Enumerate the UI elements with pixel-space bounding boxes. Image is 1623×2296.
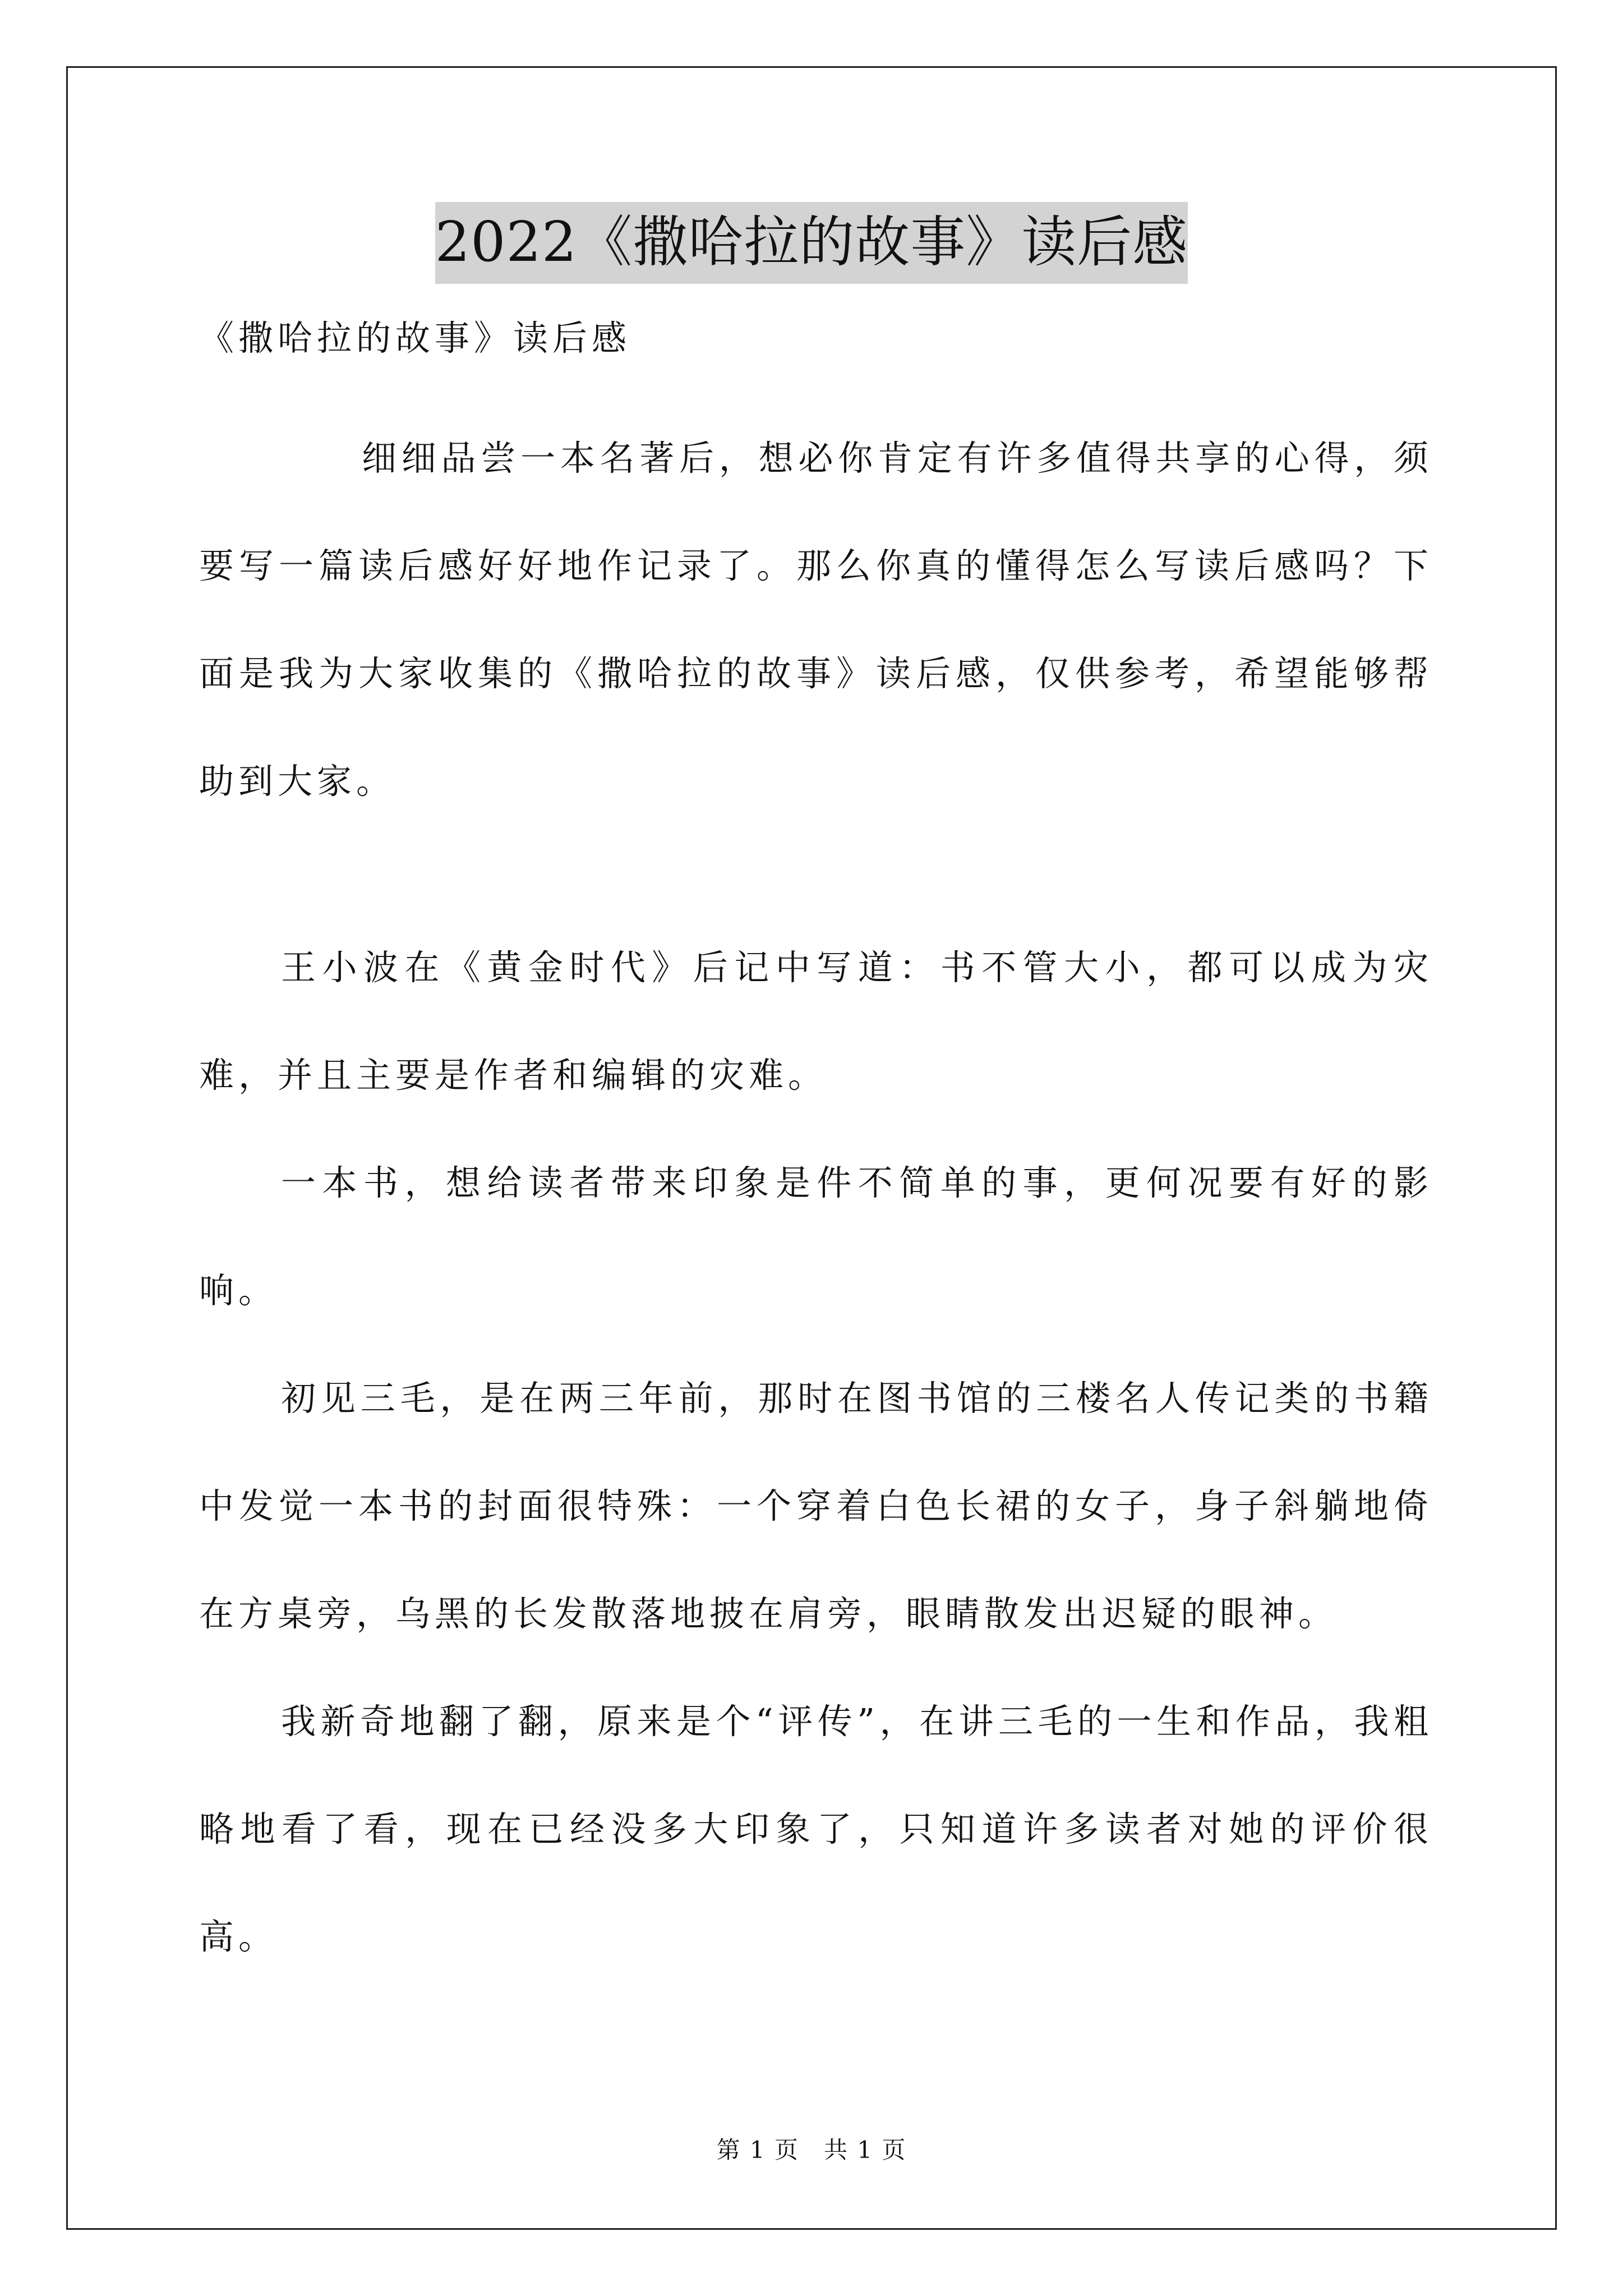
body-paragraph: 王小波在《黄金时代》后记中写道：书不管大小，都可以成为灾难，并且主要是作者和编辑的灾难。 <box>199 947 1433 1096</box>
body-paragraph: 一本书，想给读者带来印象是件不简单的事，更何况要有好的影响。 <box>199 1162 1433 1311</box>
title-container <box>0 202 1623 284</box>
page-footer: 第 1 页 共 1 页 <box>716 2136 907 2164</box>
paragraph-spacer <box>199 835 1433 914</box>
intro-paragraph: 细细品尝一本名著后，想必你肯定有许多值得共享的心得，须要写一篇读后感好好地作记录了。那么你真的懂得怎么写读后感吗？下面是我为大家收集的《撒哈拉的故事》读后感，仅供参考，希望能够帮助到大家。 <box>199 438 1433 802</box>
body-paragraph: 我新奇地翻了翻，原来是个“评传”，在讲三毛的一生和作品，我粗略地看了看，现在已经没多大印象了，只知道许多读者对她的评价很高。 <box>199 1701 1433 1957</box>
document-title: 2022《撒哈拉的故事》读后感 <box>435 202 1188 284</box>
document-subtitle: 《撒哈拉的故事》读后感 <box>199 318 631 358</box>
body-paragraph: 初见三毛，是在两三年前，那时在图书馆的三楼名人传记类的书籍中发觉一本书的封面很特殊：一个穿着白色长裙的女子，身子斜躺地倚在方桌旁，乌黑的长发散落地披在肩旁，眼睛散发出迟疑的眼神。 <box>199 1378 1433 1634</box>
document-body <box>199 310 1433 1991</box>
